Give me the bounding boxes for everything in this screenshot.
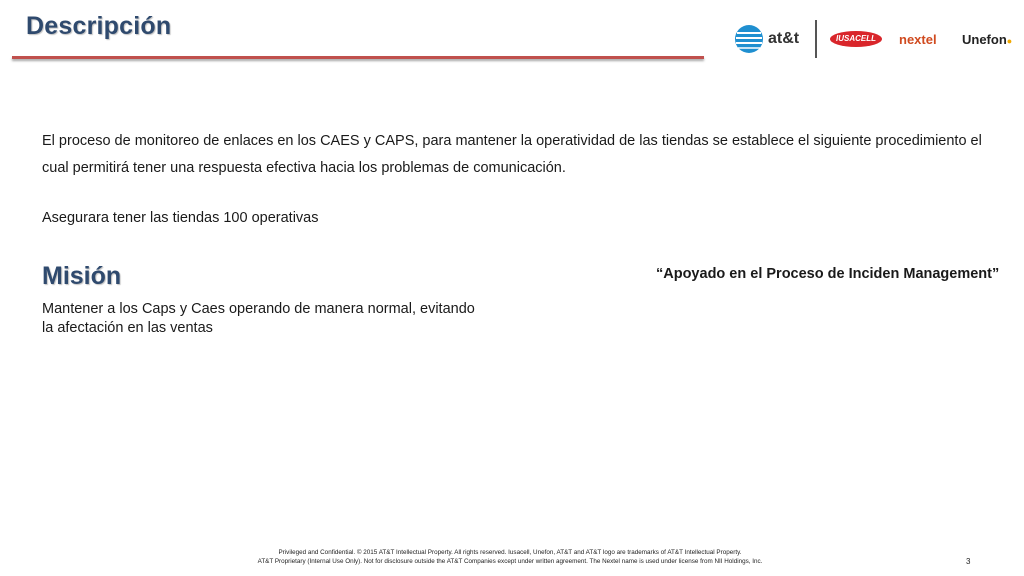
att-wordmark: at&t	[768, 30, 800, 47]
page-title: Descripción	[26, 12, 172, 40]
unefon-logo	[962, 32, 1012, 47]
att-globe-icon	[734, 24, 764, 54]
unefon-dot-icon: ●	[1006, 36, 1013, 46]
unefon-wordmark: Unefon	[962, 32, 1007, 47]
nextel-logo: nextel	[899, 32, 937, 47]
title-underline	[12, 56, 704, 59]
goal-statement: Asegurara tener las tiendas 100 operativas	[42, 210, 319, 226]
att-logo	[734, 24, 804, 54]
mision-heading: Misión	[42, 262, 122, 290]
mision-text: Mantener a los Caps y Caes operando de manera normal, evitando la afectación en las ventas	[42, 301, 475, 336]
brand-logos	[734, 20, 1024, 60]
iusacell-logo: IUSACELL	[830, 31, 882, 47]
process-quote: “Apoyado en el Proceso de Inciden Management”	[656, 266, 1000, 282]
legal-footer	[200, 548, 820, 566]
page-number: 3	[966, 557, 971, 566]
footer-line-1: Privileged and Confidential. © 2015 AT&T Intellectual Property. All rights reserved. Iusacell, Unefon, AT&T and AT&T logo are trademarks of AT&T Intellectual Property.	[278, 549, 742, 556]
footer-line-2: AT&T Proprietary (Internal Use Only). Not for disclosure outside the AT&T Companies except under written agreement. The Nextel name is used under license from NII Holdings, Inc.	[257, 558, 763, 565]
logo-divider	[815, 20, 817, 58]
description-paragraph: El proceso de monitoreo de enlaces en los CAES y CAPS, para mantener la operatividad de las tiendas se establece el siguiente procedimiento el cual permitirá tener una respuesta efectiva hacia los problemas de comunicación.	[42, 133, 982, 176]
